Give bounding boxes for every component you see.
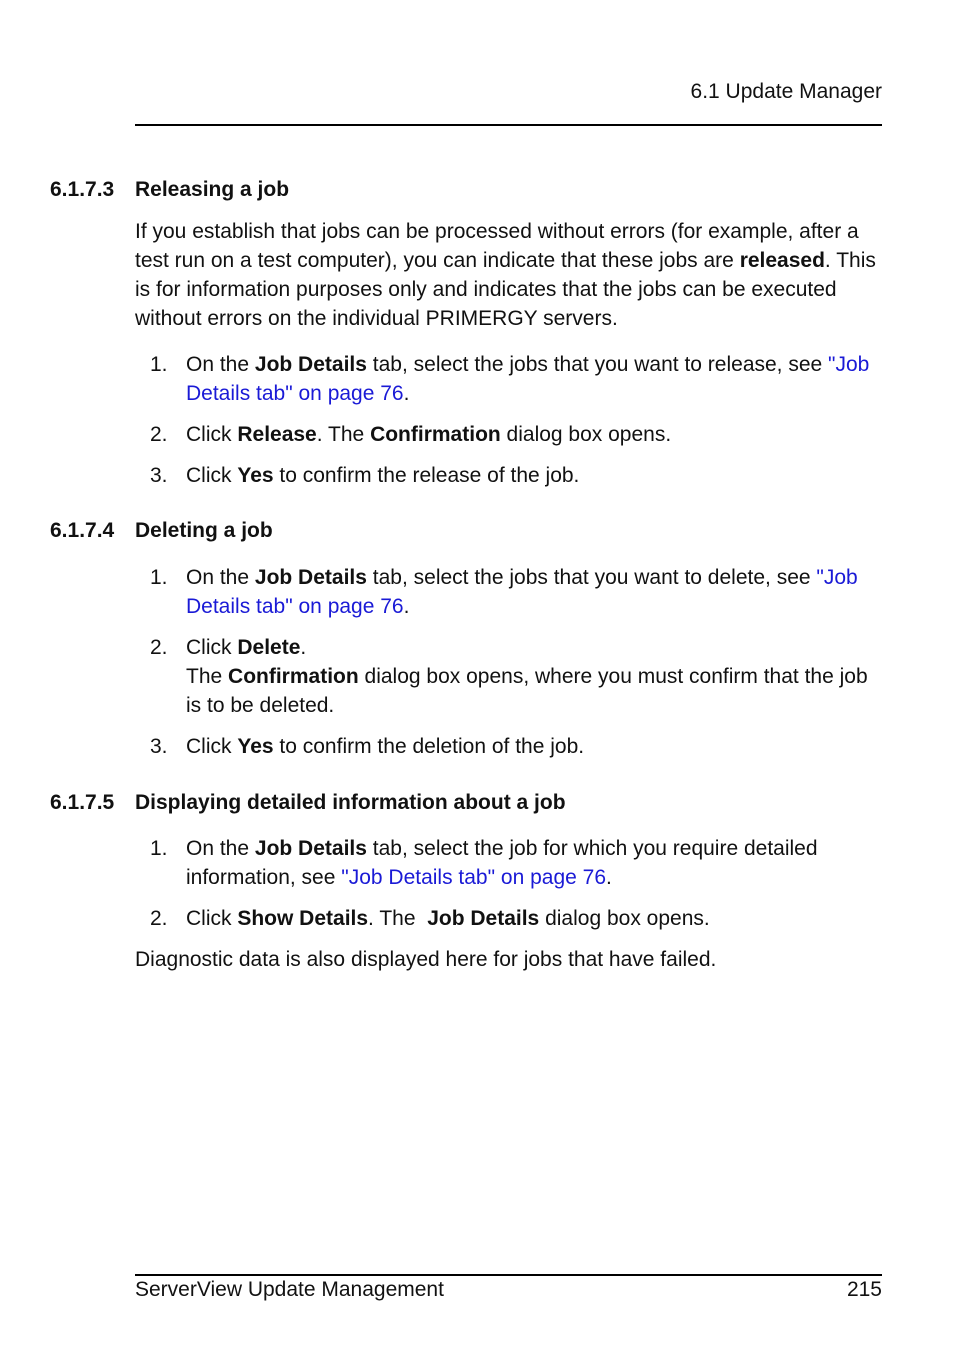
list-marker: 2.	[150, 907, 168, 930]
list-item	[150, 904, 880, 933]
list-item-text: On the Job Details tab, select the job for which you require detailed information, see "Job Details tab" on page 76.	[186, 837, 818, 889]
list-item-text: On the Job Details tab, select the jobs that you want to delete, see "Job Details tab" on page 76.	[186, 566, 858, 618]
list-marker: 3.	[150, 464, 168, 487]
list-item-text: Click Yes to confirm the deletion of the job.	[186, 735, 585, 758]
section-title: Deleting a job	[135, 519, 273, 542]
section-heading-deleting	[50, 519, 273, 543]
page-footer	[135, 1274, 882, 1301]
list-item-text: On the Job Details tab, select the jobs that you want to release, see "Job Details tab" on page 76.	[186, 353, 870, 405]
section-number: 6.1.7.3	[50, 178, 115, 201]
list-marker: 1.	[150, 837, 168, 860]
list-item	[150, 633, 880, 720]
section-number: 6.1.7.5	[50, 791, 115, 814]
header-title: 6.1 Update Manager	[690, 80, 882, 103]
list-item-text: Click Yes to confirm the release of the job.	[186, 464, 580, 487]
section-title: Releasing a job	[135, 178, 290, 201]
list-marker: 3.	[150, 735, 168, 758]
list-item	[150, 350, 880, 408]
list-marker: 2.	[150, 636, 168, 659]
footer-doc-title: ServerView Update Management	[135, 1278, 444, 1301]
job-details-tab-link[interactable]: "Job Details tab" on page 76	[341, 866, 607, 889]
page-number: 215	[846, 1278, 882, 1301]
list-marker: 2.	[150, 423, 168, 446]
section-outro: Diagnostic data is also displayed here for jobs that have failed.	[135, 948, 717, 971]
list-item	[150, 732, 880, 761]
section-heading-details	[50, 791, 566, 815]
list-item	[150, 563, 880, 621]
list-item-text: Click Delete. The Confirmation dialog box opens, where you must confirm that the job is to be deleted.	[186, 636, 868, 717]
job-details-tab-link[interactable]: "Job Details tab" on page 76	[186, 566, 858, 618]
section-intro: If you establish that jobs can be processed without errors (for example, after a test run on a test computer), you can indicate that these jobs are released. This is for information purposes only and indicates that the jobs can be executed without errors on the individual PRIMERGY servers.	[135, 220, 876, 330]
section-title: Displaying detailed information about a job	[135, 791, 566, 814]
list-item-text: Click Release. The Confirmation dialog box opens.	[186, 423, 672, 446]
list-item	[150, 461, 880, 490]
section-heading-releasing	[50, 178, 289, 202]
list-marker: 1.	[150, 353, 168, 376]
job-details-tab-link[interactable]: "Job Details tab" on page 76	[186, 353, 870, 405]
section-number: 6.1.7.4	[50, 519, 115, 542]
list-item	[150, 834, 880, 892]
list-item	[150, 420, 880, 449]
list-item-text: Click Show Details. The Job Details dialog box opens.	[186, 907, 710, 930]
page-header	[135, 78, 882, 126]
list-marker: 1.	[150, 566, 168, 589]
